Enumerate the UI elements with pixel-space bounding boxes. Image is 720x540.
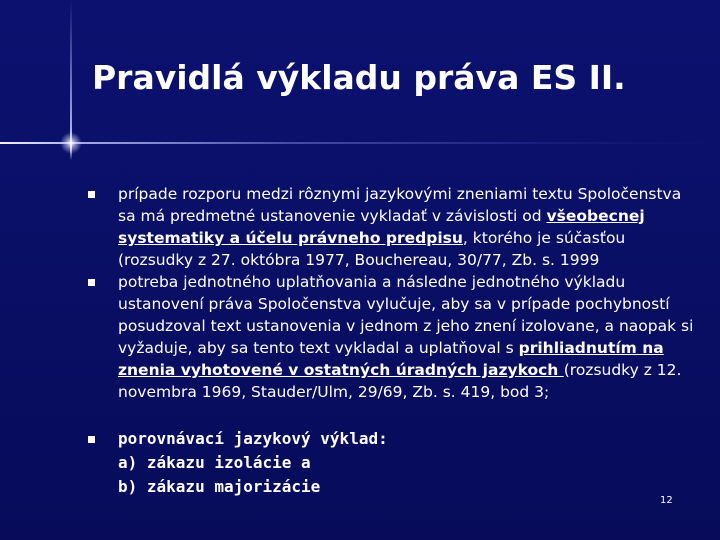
page-number: 12 bbox=[660, 495, 673, 506]
bullet-1-text-start: prípade rozporu medzi rôznymi jazykovými zneniami textu Spoločenstva sa má predmetné ustanovenie vykladať v závislosti od bbox=[118, 185, 682, 225]
decorative-horizontal-line bbox=[0, 142, 720, 144]
bullet-3-line-1: porovnávací jazykový výklad: bbox=[118, 429, 388, 448]
bullet-3-line-2: a) zákazu izolácie a bbox=[118, 453, 311, 472]
bullet-2-text-start: potreba jednotného uplatňovania a následne jednotného výkladu ustanovení práva Spoločenstva vylučuje, aby sa v prípade pochybností posudzoval text ustanovenia v jednom z jeho znení izolovane, a naopak si vyžaduje, aby sa tento text vykladal a uplatňoval s bbox=[118, 273, 694, 357]
bullet-2-text-end: (rozsudky z 12. novembra 1969, Stauder/Ulm, 29/69, Zb. s. 419, bod 3; bbox=[118, 361, 682, 401]
bullet-1-emphasis: všeobecnej systematiky a účelu právneho predpisu bbox=[118, 207, 645, 247]
slide-body bbox=[88, 183, 700, 499]
bullet-3-line-3: b) zákazu majorizácie bbox=[118, 477, 321, 496]
bullet-square-icon bbox=[88, 191, 95, 198]
bullet-2-emphasis: prihliadnutím na znenia vyhotovené v ostatných úradných jazykoch bbox=[118, 339, 664, 379]
bullet-square-icon bbox=[88, 279, 95, 286]
slide-title: Pravidlá výkladu práva ES II. bbox=[92, 58, 626, 97]
bullet-square-icon bbox=[88, 436, 95, 443]
bullet-1-text-end: , ktorého je súčasťou (rozsudky z 27. októbra 1977, Bouchereau, 30/77, Zb. s. 1999 bbox=[118, 229, 626, 269]
bullet-item-3 bbox=[88, 427, 700, 499]
bullet-item-2 bbox=[88, 271, 700, 403]
bullet-item-1 bbox=[88, 183, 700, 271]
decorative-star-glow bbox=[60, 132, 82, 154]
